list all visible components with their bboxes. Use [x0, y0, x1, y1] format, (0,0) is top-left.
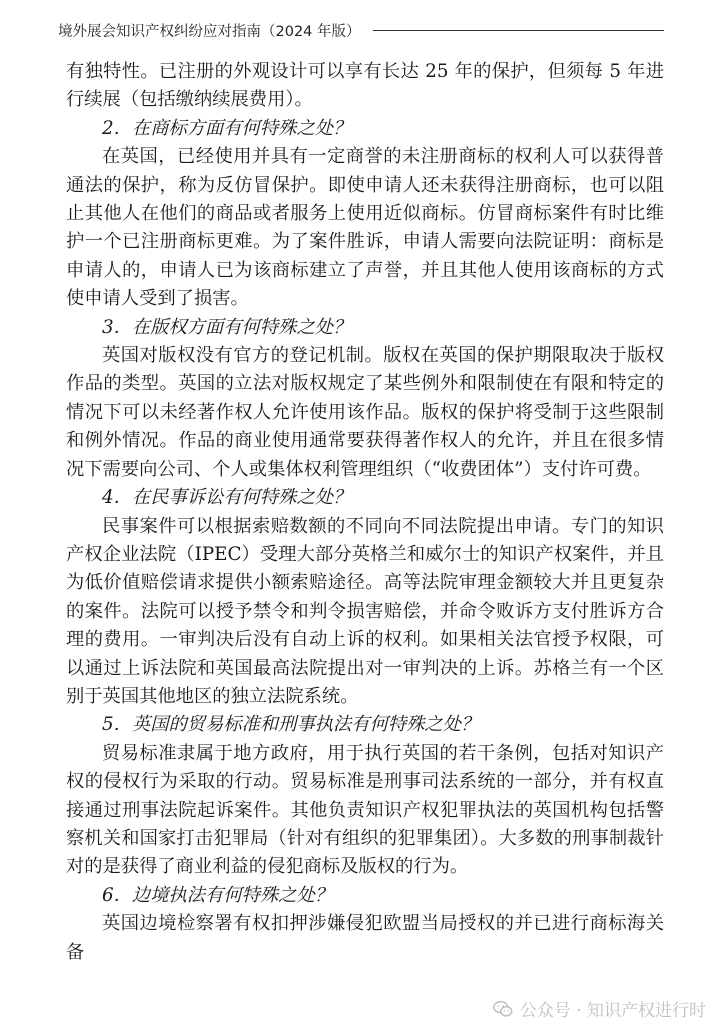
paragraph-copyright: 英国对版权没有官方的登记机制。版权在英国的保护期限取决于版权作品的类型。英国的立法对版权规定了某些例外和限制使在有限和特定的情况下可以未经著作权人允许使用该作品。版权的保护将受制于这些限制和例外情况。作品的商业使用通常要获得著作权人的允许，并且在很多情况下需要向公司、个人或集体权利管理组织（“收费团体”）支付许可费。	[66, 345, 664, 480]
paragraph-trading-standards: 贸易标准隶属于地方政府，用于执行英国的若干条例，包括对知识产权的侵权行为采取的行动。贸易标准是刑事司法系统的一部分，并有权直接通过刑事法院起诉案件。其他负责知识产权犯罪执法的英国机构包括警察机关和国家打击犯罪局（针对有组织的犯罪集团）。大多数的刑事制裁针对的是获得了商业利益的侵犯商标及版权的行为。	[66, 742, 664, 878]
section-heading-trademark: 2．在商标方面有何特殊之处？	[102, 117, 352, 139]
section-heading-copyright: 3．在版权方面有何特殊之处？	[102, 316, 352, 338]
paragraph-civil-litigation: 民事案件可以根据索赔数额的不同向不同法院提出申请。专门的知识产权企业法院（IPEC）受理大部分英格兰和威尔士的知识产权案件，并且为低价值赔偿请求提供小额索赔途径。高等法院审理金额较大并且更复杂的案件。法院可以授予禁令和判令损害赔偿，并命令败诉方支付胜诉方合理的费用。一审判决后没有自动上诉的权利。如果相关法官授予权限，可以通过上诉法院和英国最高法院提出对一审判决的上诉。苏格兰有一个区别于英国其他地区的独立法院系统。	[66, 515, 664, 707]
paragraph-trademark: 在英国，已经使用并具有一定商誉的未注册商标的权利人可以获得普通法的保护，称为反仿冒保护。即使申请人还未获得注册商标，也可以阻止其他人在他们的商品或者服务上使用近似商标。仿冒商标案件有时比维护一个已注册商标更难。为了案件胜诉，申请人需要向法院证明：商标是申请人的，申请人已为该商标建立了声誉，并且其他人使用该商标的方式使申请人受到了损害。	[66, 146, 664, 310]
section-heading-trading-standards: 5．英国的贸易标准和刑事执法有何特殊之处？	[102, 714, 480, 736]
document-body	[66, 58, 664, 967]
section-heading-civil-litigation: 4．在民事诉讼有何特殊之处？	[102, 487, 352, 509]
header-rule	[373, 30, 664, 31]
watermark-text: 公众号 · 知识产权进行时	[519, 1001, 706, 1021]
header-title: 境外展会知识产权纠纷应对指南（2024 年版）	[58, 23, 361, 40]
wechat-icon	[492, 998, 514, 1020]
section-heading-border-enforcement: 6．边境执法有何特殊之处？	[102, 884, 334, 906]
watermark	[492, 996, 706, 1021]
paragraph-border-enforcement: 英国边境检察署有权扣押涉嫌侵犯欧盟当局授权的并已进行商标海关备	[66, 913, 664, 963]
paragraph-1: 有独特性。已注册的外观设计可以享有长达 25 年的保护，但须每 5 年进行续展（包括缴纳续展费用）。	[66, 61, 664, 111]
page-header	[58, 18, 664, 42]
